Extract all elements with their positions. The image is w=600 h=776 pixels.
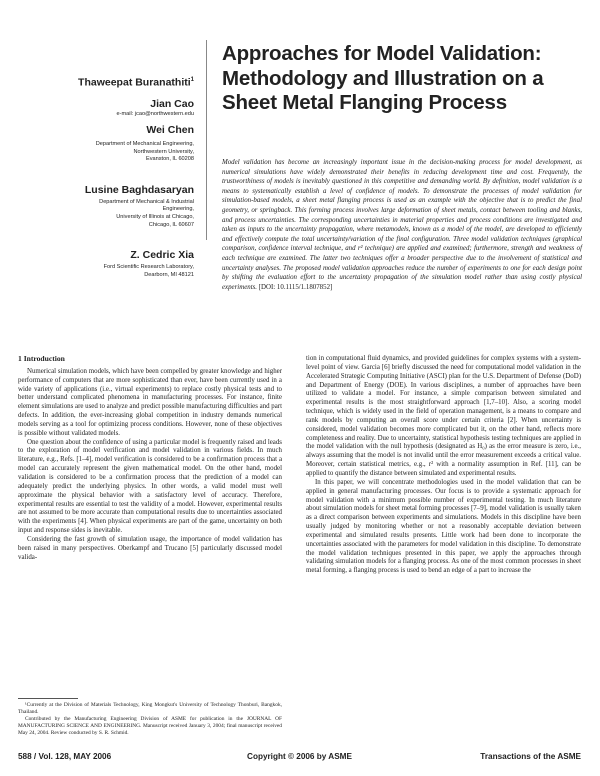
author-name: Wei Chen (146, 124, 194, 137)
author-name: Jian Cao (150, 97, 194, 110)
paper-title (222, 42, 582, 116)
paragraph: One question about the confidence of using a particular model is frequently raised and leads to the exploration of model verification and model validation in various fields. In much literature, e.g., Refs. [1–4], model verification is considered to be a confirmation process that a model can accurately represent the given mathematical model. On the other hand, model validation is considered to be a confirmation process that the prediction of a model can adequately predict the underlying physics. In other words, a valid model must well approximate the physical behavior with a satisfactory level of accuracy. Therefore, experimental results are essential to test the validity of a model. However, experimental results are not assumed to be more accurate than computational results due to uncertainties associated with the experiments [4]. When physical experiments are part of the game, uncertainty on both input and response sides is inevitable. (18, 438, 282, 535)
author-affiliation: Engineering, (162, 206, 194, 213)
author-name: Lusine Baghdasaryan (84, 183, 194, 196)
doi-link[interactable]: [DOI: 10.1115/1.1807852] (258, 283, 333, 291)
body-column-left (18, 355, 282, 562)
header-divider (206, 40, 207, 240)
body-column-right (306, 355, 581, 576)
abstract (222, 158, 582, 292)
author-name: Thaweepat Buranathiti$^1$ (78, 76, 194, 89)
author-name: Z. Cedric Xia (130, 249, 194, 262)
paragraph: Considering the fast growth of simulation usage, the importance of model validation has been raised in many perspectives. Oberkampf and Trucano [5] particularly discussed model valida- (18, 535, 282, 561)
footer-page-info: 588 / Vol. 128, MAY 2006 (18, 752, 112, 761)
author-email: e-mail: jcao@northwestern.edu (116, 110, 194, 117)
author-affiliation: Evanston, IL 60208 (146, 156, 194, 163)
author-affiliation: Department of Mechanical & Industrial (99, 198, 194, 205)
footnote-divider (18, 698, 78, 699)
footnotes (18, 702, 282, 737)
author-affiliation: Northwestern University, (133, 148, 194, 155)
author-block (4, 74, 194, 279)
author-affiliation: Dearborn, MI 48121 (144, 271, 194, 278)
footer-journal: Transactions of the ASME (480, 752, 581, 761)
title-line-1: Approaches for Model Validation: (222, 42, 542, 65)
paragraph: In this paper, we will concentrate methodologies used in the model validation that can be applied in general manufacturing processes. Our focus is to provide a systematic approach for model validation with a minimum possible number of experimental testing. In much literature about simulation models for sheet metal forming processes [7–9], model validation is usually taken as a direct comparison between experiments and simulations. Models in this discipline have been usually judged by monitoring whether or not a reasonably acceptable deviation between experimental and simulated results presents. Little work had been done to incorporate the uncertainties associated with the parameters for model validation in this discipline. To demonstrate the model validation techniques presented in this paper, we apply the approaches through validating simulation models for a flanging process. As one of the most common processes in sheet metal forming, a flanging process is used to bend an edge of a part to increase the (306, 478, 581, 575)
paragraph: Numerical simulation models, which have been compelled by greater knowledge and higher performance of computers that are more sophisticated than ever, have been currently used in a wide variety of applications (i.e., virtual experiments) to replace costly physical tests and to better understand complicated phenomena in manufacturing processes. For instance, finite element simulations are used to analyze and predict possible manufacturing difficulties and part defects. In addition, the ever-increasing global competition in industry demands numerical models serving as a tool for optimizing process conditions. However, none of these objectives is possible without validated models. (18, 367, 282, 437)
author-affiliation: Chicago, IL 60607 (148, 221, 194, 228)
author-affiliation: Ford Scientific Research Laboratory, (103, 264, 194, 271)
footnote: Contributed by the Manufacturing Engineering Division of ASME for publication in the JOURNAL OF MANUFACTURING SCIENCE AND ENGINEERING. Manuscript received January 3, 2004; final manuscript received May 24, 2004. Review conducted by S. R. Schmid. (18, 715, 282, 736)
title-line-2: Methodology and Illustration on a (222, 66, 544, 90)
author-affiliation: University of Illinois at Chicago, (116, 214, 194, 221)
paragraph: tion in computational fluid dynamics, and provided guidelines for complex systems with a system-level point of view. Garcia [6] briefly discussed the need for computational model validation in the Accelerated Strategic Computing Initiative (ASCI) plan for the U.S. Department of Defense (DoD) and Department of Energy (DOE). In various disciplines, a number of approaches have been utilized to validate a model. For instance, a simple comparison between simulated and experimental results is the most straightforward approach [1,7–10]. Also, a scoring model technique, which is widely used in the field of operation management, is a means to compare and rank models by computing an overall score under certain criteria [2]. When uncertainty is considered, model validation becomes more complicated but it, on the other hand, reflects more completeness and reality. Due to uncertainty, statistical hypothesis testing techniques are applied in the model validation with the null hypothesis (designated as H₀) as the error measure is zero, i.e., always assuming that the model is not invalid until the error measurement exceeds a critical value. Moreover, certain statistical metrics, e.g., r² with a normality assumption in Ref. [11], can be applied to quantify the distance between simulated and experimental results. (306, 355, 581, 477)
footer-copyright: Copyright © 2006 by ASME (247, 752, 352, 761)
title-line-3: Sheet Metal Flanging Process (222, 91, 507, 114)
abstract-text: Model validation has become an increasingly important issue in the decision-making process for model development, as numerical simulations have widely demonstrated their benefits in reducing development time and cost. Frequently, the trustworthiness of models is inevitably questioned in this competitive and demanding world. By definition, model validation is a means to systematically establish a level of confidence of models. To demonstrate the processes of model validation for simulation-based models, a sheet metal flanging process is used as an example with the objective that is to predict the final geometry, or springback. This forming process involves large deformation of sheet metals, contact between tooling and blanks, and process uncertainties. The corresponding uncertainties in material properties and process conditions are investigated and taken as inputs to the uncertainty propagation, where metamodels, known as a model of the model, are developed to efficiently and effectively compute the total uncertainty/variation of the final configuration. Three model validation techniques (graphical comparison, confidence interval technique, and r² technique) are applied and examined; furthermore, strength and weakness of each technique are examined. The latter two techniques offer a broader perspective due to the involvement of statistical and uncertainty analyses. The proposed model validation approaches reduce the number of experiments to one for each design point by shifting the evaluation effort to the uncertainty propagation of the simulation model rather than using costly physical experiments. (222, 159, 582, 291)
author-affiliation: Department of Mechanical Engineering, (95, 141, 194, 148)
section-heading: 1 Introduction (18, 354, 65, 363)
footnote: ¹Currently at the Division of Materials Technology, King Mongkut's University of Technology Thonburi, Bangkok, Thailand. (18, 702, 282, 715)
